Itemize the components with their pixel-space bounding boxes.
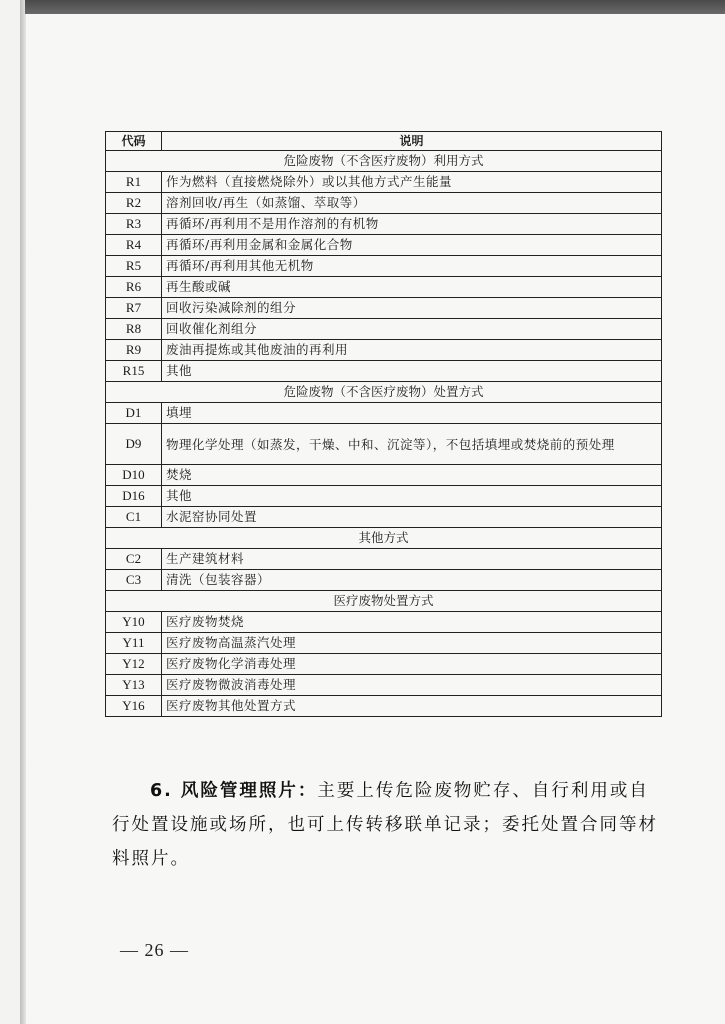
code-cell: Y16 — [106, 696, 162, 717]
code-cell: D1 — [106, 403, 162, 424]
table-row — [106, 361, 662, 382]
code-cell: C3 — [106, 570, 162, 591]
code-cell: Y13 — [106, 675, 162, 696]
description-cell: 水泥窑协同处置 — [162, 507, 662, 528]
table-row — [106, 507, 662, 528]
code-cell: R9 — [106, 340, 162, 361]
table-row — [106, 256, 662, 277]
description-cell: 生产建筑材料 — [162, 549, 662, 570]
code-cell: R2 — [106, 193, 162, 214]
section-title: 危险废物（不含医疗废物）利用方式 — [106, 151, 662, 172]
description-cell: 医疗废物高温蒸汽处理 — [162, 633, 662, 654]
code-cell: D10 — [106, 465, 162, 486]
code-cell: R5 — [106, 256, 162, 277]
section-title: 危险废物（不含医疗废物）处置方式 — [106, 382, 662, 403]
table-row — [106, 340, 662, 361]
risk-photo-paragraph — [112, 774, 667, 876]
section-title: 医疗废物处置方式 — [106, 591, 662, 612]
table-row — [106, 612, 662, 633]
section-title: 其他方式 — [106, 528, 662, 549]
description-cell: 再生酸或碱 — [162, 277, 662, 298]
table-row — [106, 675, 662, 696]
description-cell: 物理化学处理（如蒸发，干燥、中和、沉淀等），不包括填埋或焚烧前的预处理 — [162, 424, 662, 465]
table-row — [106, 172, 662, 193]
description-cell: 其他 — [162, 486, 662, 507]
table-row — [106, 424, 662, 465]
code-cell: R1 — [106, 172, 162, 193]
table-row — [106, 696, 662, 717]
paragraph-body: 主要上传危险废物贮存、自行利用或自行处置设施或场所，也可上传转移联单记录；委托处置合同等材料照片。 — [112, 781, 658, 869]
section-row — [106, 151, 662, 172]
code-cell: R4 — [106, 235, 162, 256]
description-cell: 焚烧 — [162, 465, 662, 486]
table-row — [106, 633, 662, 654]
table-header-row — [106, 132, 662, 151]
code-cell: D9 — [106, 424, 162, 465]
description-cell: 回收污染减除剂的组分 — [162, 298, 662, 319]
description-cell: 其他 — [162, 361, 662, 382]
description-cell: 作为燃料（直接燃烧除外）或以其他方式产生能量 — [162, 172, 662, 193]
page-number: — 26 — — [120, 940, 189, 960]
table-row — [106, 654, 662, 675]
code-cell: C1 — [106, 507, 162, 528]
code-cell: Y11 — [106, 633, 162, 654]
table-row — [106, 486, 662, 507]
code-cell: D16 — [106, 486, 162, 507]
description-cell: 再循环/再利用不是用作溶剂的有机物 — [162, 214, 662, 235]
header-desc: 说明 — [162, 132, 662, 151]
description-cell: 再循环/再利用其他无机物 — [162, 256, 662, 277]
description-cell: 医疗废物其他处置方式 — [162, 696, 662, 717]
code-cell: Y12 — [106, 654, 162, 675]
table-row — [106, 235, 662, 256]
disposal-code-table — [105, 131, 662, 717]
code-cell: R6 — [106, 277, 162, 298]
table-row — [106, 465, 662, 486]
code-cell: R7 — [106, 298, 162, 319]
description-cell: 医疗废物微波消毒处理 — [162, 675, 662, 696]
table-row — [106, 570, 662, 591]
table-row — [106, 549, 662, 570]
paragraph-lead: 6. 风险管理照片： — [150, 781, 318, 801]
code-cell: C2 — [106, 549, 162, 570]
description-cell: 溶剂回收/再生（如蒸馏、萃取等） — [162, 193, 662, 214]
table-row — [106, 277, 662, 298]
header-code: 代码 — [106, 132, 162, 151]
code-cell: Y10 — [106, 612, 162, 633]
code-cell: R8 — [106, 319, 162, 340]
scan-edge-top — [25, 0, 725, 14]
table-row — [106, 214, 662, 235]
table-row — [106, 193, 662, 214]
description-cell: 废油再提炼或其他废油的再利用 — [162, 340, 662, 361]
section-row — [106, 528, 662, 549]
section-row — [106, 591, 662, 612]
table-row — [106, 319, 662, 340]
description-cell: 清洗（包装容器） — [162, 570, 662, 591]
description-cell: 填埋 — [162, 403, 662, 424]
description-cell: 医疗废物焚烧 — [162, 612, 662, 633]
description-cell: 回收催化剂组分 — [162, 319, 662, 340]
code-cell: R15 — [106, 361, 162, 382]
table-row — [106, 403, 662, 424]
description-cell: 再循环/再利用金属和金属化合物 — [162, 235, 662, 256]
section-row — [106, 382, 662, 403]
description-cell: 医疗废物化学消毒处理 — [162, 654, 662, 675]
table-row — [106, 298, 662, 319]
code-cell: R3 — [106, 214, 162, 235]
